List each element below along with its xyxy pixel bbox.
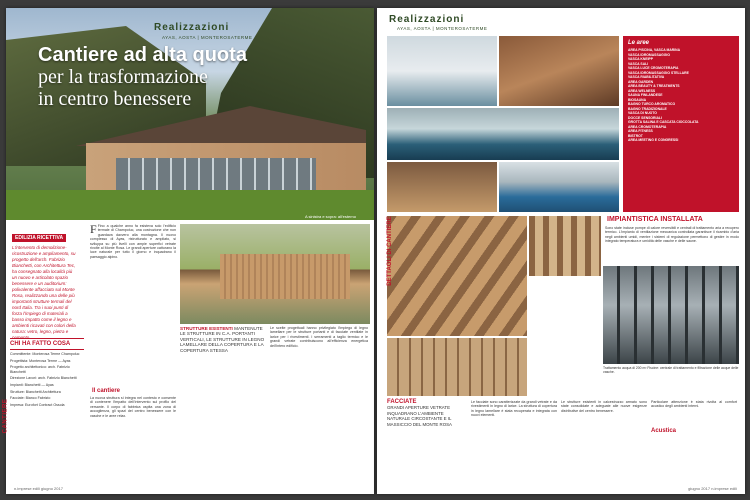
wood-wall xyxy=(220,254,350,299)
strutture-callout xyxy=(180,326,266,353)
area-item: GROTTA SALINA E CASCATA CIOCCOLATA xyxy=(628,120,699,124)
area-item: AREA FITNESS xyxy=(628,129,653,133)
credit-item: Direzione Lavori: arch. Fabrizio Bianchetti xyxy=(10,376,77,381)
area-item: VASCA IDROMASSAGGIO STELLARE xyxy=(628,70,689,75)
area-item: BAGNO TRADIZIONALE xyxy=(628,106,667,111)
credit-item: Progettista: Monterosa Terme — Ayas xyxy=(10,358,71,363)
credits-box xyxy=(10,338,84,409)
body-column-1 xyxy=(90,224,176,259)
credit-item: Impianti: Bianchetti — Ayas xyxy=(10,382,54,387)
credit-item: Facciate: Bianco Fabrizio xyxy=(10,396,51,401)
pipes xyxy=(603,266,739,364)
right-column-1: Le facciate sono caratterizzate da grandi vetrate e da rivestimenti in legno di larice. La struttura di copertura in legno lamellare è stata recuperata e integrata con nuovi elementi. xyxy=(471,400,557,418)
sauna-photo xyxy=(387,162,497,212)
cantiere-heading: Il cantiere xyxy=(92,388,121,394)
right-column-2: Le strutture esistenti in calcestruzzo armato sono state consolidate e adeguate alle nuove esigenze distributive del centro benessere. xyxy=(561,400,647,413)
spa-wood-photo xyxy=(499,36,619,106)
building-windows xyxy=(116,158,316,194)
pool-photo xyxy=(387,108,619,160)
areas-list xyxy=(628,48,734,143)
acustica-heading: Acustica xyxy=(651,428,677,434)
credit-item: Progetto architettonico: arch. Fabrizio Bianchetti xyxy=(10,365,70,374)
spa-relax-photo xyxy=(387,36,497,106)
area-item: VASCA LUCE CROMOTERAPIA xyxy=(628,66,679,70)
area-item: VASCA KNEIPP xyxy=(628,57,654,61)
vertical-section-label: DETTAGLI DI CANTIERE xyxy=(386,216,393,286)
ceiling-beams-photo xyxy=(387,338,527,396)
area-item: BAGNO TURCO AROMATICO xyxy=(628,102,676,106)
area-item: SAUNA FINLANDESE xyxy=(628,93,663,97)
right-page xyxy=(377,8,745,494)
body-column-1b xyxy=(90,396,176,418)
area-item: AREA PISCINA, VASCA MARINA xyxy=(628,48,681,52)
photo-caption: A sinistra e sopra: all'esterno xyxy=(304,214,356,219)
title-line-1: Cantiere ad alta quota xyxy=(38,44,247,66)
location-line: AYAS, AOSTA | MONTEROSATERME xyxy=(162,35,253,40)
area-item: AREA WELNESS xyxy=(628,88,656,93)
body-column-3 xyxy=(270,326,368,348)
column-3-text: Le scelte progettuali hanno privilegiato l'impiego di legno lamellare per le strutture portanti e di facciate ventilate in larice per i rivestimenti. I serramenti a taglio termico e le grandi vetrate contribuiscono all'efficienza energetica dell'intero edificio. xyxy=(270,326,368,348)
impianti-heading: IMPIANTISTICA INSTALLATA xyxy=(607,216,703,223)
page-footer: n.imprese edili giugno 2017 xyxy=(14,486,63,491)
area-item: AREA BEAUTY & TREATMENTS xyxy=(628,84,680,88)
vertical-section-label: CANTIERE xyxy=(2,398,9,434)
area-item: VASCA IDROMASSAGGIO xyxy=(628,52,671,57)
area-item: VASCA DI NUOTO xyxy=(628,111,657,115)
area-item: AREA MEETING E CONGRESSI xyxy=(628,138,679,142)
title-line-2: per la trasformazione xyxy=(38,66,208,88)
area-item: BIOSAUNA xyxy=(628,97,647,102)
areas-box xyxy=(623,36,739,212)
area-item: DOCCE SENSORIALI xyxy=(628,115,662,120)
area-item: AREA GARDEN xyxy=(628,79,654,84)
plant-room-caption: Trattamento acqua di 200 m³ Fiscine: centrale di trattamento e filtrazione delle acque delle vasche. xyxy=(603,366,739,375)
strutture-text: MANTENUTE LE STRUTTURE IN C.A. PORTANTI VERTICALI, LE STRUTTURE IN LEGNO LAMELLARE DELLA COPERTURA E LA COPERTURA STESSA xyxy=(180,326,265,353)
section-kicker: Realizzazioni xyxy=(389,14,465,25)
area-item: BISTROT xyxy=(628,133,643,138)
facciate-callout xyxy=(387,400,467,427)
area-item: VASCA SALI xyxy=(628,61,649,66)
sidebar-text: L'intervento di demolizione-ricostruzione e ampliamento, su progetto dell'arch. Fabrizio Bianchetti, con Architettura Tec, ha consegnato alla località più un nuovo e articolato spazio benessere e un auditorium: polivalente affacciato sul Monte Rosa, realizzando una delle più importanti strutture termali del nord Italia. Tra i suoi punti di forza l'impiego di materiali a basso impatto come il legno e ambienti ricavati con colori della natura: vetro, legno, pietra e cemento. xyxy=(12,245,76,340)
column-2-text: La nuova struttura si integra nel contesto e consente di contenere l'impatto dell'intervento sul profilo del versante. Il corpo di fabbrica ospita una zona di accoglienza, gli spazi del centro benessere con le vasche e le aree relax. xyxy=(90,396,176,418)
credit-item: Committente: Monterosa Terme Champoluc xyxy=(10,352,80,356)
title-line-3: in centro benessere xyxy=(38,88,192,110)
column-1-text: Fino a qualche anno fa esisteva solo l'edificio termale di Champoluc, una costruzione che non guardava davvero alla montagna. Il nuovo complesso di Ayas, ristrutturato e ampliato, si sviluppa su più livelli con ampie superfici vetrate rivolte al Monte Rosa. Le grandi aperture catturano la luce naturale per tutto il giorno e inquadrano il paesaggio alpino. xyxy=(90,224,176,259)
article-title xyxy=(38,44,358,110)
area-item: VASCA RIABILITATIVA xyxy=(628,75,665,79)
impianti-text: Sono state incluse pompe di calore reversibili e centrali di trattamento aria a recupero termico. L'impianto di ventilazione meccanica controllata garantisce il ricambio d'aria negli ambienti umidi, mentre i sistemi di regolazione permettono di gestire in modo integrato temperatura e umidità delle vasche e delle saune. xyxy=(605,226,739,243)
areas-title: Le aree xyxy=(628,40,650,46)
roof-structure-photo xyxy=(387,216,527,336)
location-line: AYAS, AOSTA | MONTEROSATERME xyxy=(397,26,488,31)
credit-item: Strutture: Bianchetti Architettura xyxy=(10,389,61,394)
drop-cap: F xyxy=(90,222,97,236)
plant-room-photo xyxy=(603,266,739,364)
auditorium-photo xyxy=(499,162,619,212)
left-page xyxy=(2,8,374,494)
page-footer: giugno 2017 n.imprese edili xyxy=(688,486,737,491)
facciate-text: GRANDI APERTURE VETRATE INQUADRANO L'AMBIENTE NATURALE CIRCOSTANTE E IL MASSICCIO DEL MONTE ROSA xyxy=(387,405,452,427)
building-side-photo xyxy=(180,224,370,324)
section-kicker: Realizzazioni xyxy=(154,22,230,33)
sidebar-label: EDILIZIA RICETTIVA xyxy=(12,234,66,242)
beam-detail-photo xyxy=(529,216,601,276)
area-item: AREA CROMOTERAPIA xyxy=(628,124,667,129)
facciate-title: FACCIATE xyxy=(387,399,417,405)
strutture-title: STRUTTURE ESISTENTI xyxy=(180,326,233,331)
right-column-3: Particolare attenzione è stata rivolta al comfort acustico degli ambienti interni. xyxy=(651,400,737,409)
credit-item: Impresa: Eurofort Contract Ossola xyxy=(10,402,65,407)
credits-title: CHI HA FATTO COSA xyxy=(10,338,84,350)
